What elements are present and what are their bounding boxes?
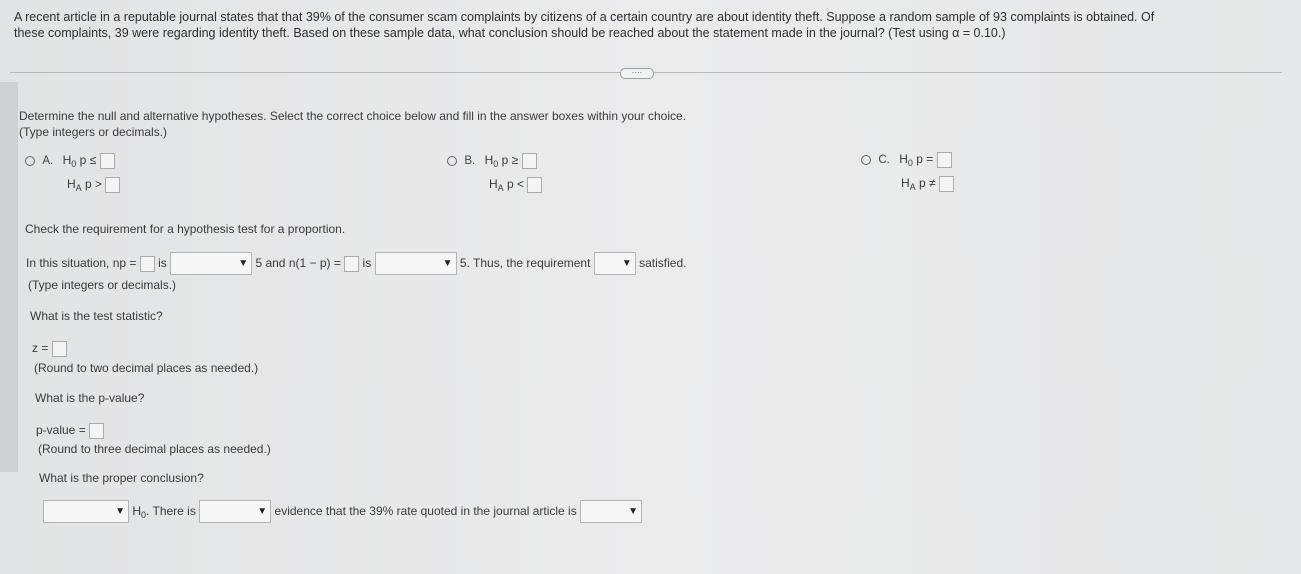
choice-c-ha-relation: p ≠ — [919, 176, 936, 190]
evidence-dropdown[interactable] — [199, 500, 271, 523]
z-label: z = — [32, 341, 49, 356]
pvalue-hint: (Round to three decimal places as needed.) — [38, 442, 271, 456]
choice-c[interactable] — [861, 148, 954, 196]
reject-dropdown[interactable] — [43, 500, 129, 523]
evidence-label: evidence that the 39% rate quoted in the journal article is — [274, 504, 577, 518]
rate-dropdown[interactable] — [580, 500, 642, 523]
radio-c[interactable] — [861, 155, 871, 165]
choice-b-h0-relation: p ≥ — [501, 153, 519, 167]
requirement-row — [26, 252, 686, 275]
nq-comparison-dropdown[interactable] — [375, 252, 457, 275]
h0-sub: 0 — [141, 510, 147, 520]
pvalue-row — [36, 423, 104, 439]
h0-symbol — [899, 152, 913, 166]
h0-label: H — [899, 152, 908, 166]
ha-label: H — [67, 177, 76, 191]
chevron-down-icon: ▼ — [628, 506, 639, 518]
chevron-down-icon: ▼ — [257, 506, 268, 518]
requirement-thus: 5. Thus, the requirement — [459, 256, 591, 270]
h0-symbol — [63, 153, 77, 167]
ha-symbol — [901, 176, 916, 190]
h0-sub: 0 — [907, 158, 913, 168]
requirement-start: In this situation, np = — [26, 256, 137, 270]
h0-symbol — [485, 153, 499, 167]
chevron-down-icon: ▼ — [238, 258, 249, 270]
choice-a[interactable] — [25, 149, 120, 197]
requirement-mid: 5 and n(1 − p) = — [255, 256, 341, 270]
choice-c-ha-input[interactable] — [939, 176, 954, 192]
pvalue-input[interactable] — [89, 423, 104, 439]
radio-b[interactable] — [447, 156, 457, 166]
choice-c-h0-relation: p = — [916, 152, 934, 166]
ha-symbol — [489, 177, 504, 191]
ha-sub: A — [909, 182, 916, 192]
there-is-label: . There is — [146, 504, 196, 518]
requirement-hint: (Type integers or decimals.) — [28, 278, 177, 292]
choice-a-h0-input[interactable] — [100, 153, 115, 169]
ha-sub: A — [497, 183, 504, 193]
choice-b-ha-input[interactable] — [527, 177, 542, 193]
h0-label: H — [132, 504, 142, 518]
question-line-2: these complaints, 39 were regarding identity theft. Based on these sample data, what conclusion should be reached about the statement made in the journal? (Test using α = 0.10.) — [14, 26, 1006, 40]
choice-a-h0-relation: p ≤ — [79, 153, 97, 167]
h0-sub: 0 — [71, 159, 77, 169]
pvalue-label: p-value = — [36, 423, 86, 438]
z-input[interactable] — [52, 341, 67, 357]
np-input[interactable] — [140, 256, 155, 272]
choice-a-ha-input[interactable] — [105, 177, 120, 193]
ellipsis-icon[interactable]: ···· — [620, 68, 654, 79]
chevron-down-icon: ▼ — [621, 258, 632, 270]
statistic-prompt: What is the test statistic? — [30, 309, 163, 323]
hypotheses-hint: (Type integers or decimals.) — [19, 125, 168, 139]
requirement-prompt: Check the requirement for a hypothesis test for a proportion. — [25, 222, 346, 236]
chevron-down-icon: ▼ — [115, 506, 125, 518]
h0-sub: 0 — [493, 159, 499, 169]
choice-c-h0-input[interactable] — [937, 152, 952, 168]
ha-label: H — [489, 177, 498, 191]
question-text — [14, 9, 1284, 41]
left-scroll-track — [0, 82, 18, 472]
choice-b-h0-input[interactable] — [522, 153, 537, 169]
choice-b-ha-relation: p < — [507, 177, 525, 191]
statistic-row — [32, 341, 67, 357]
choice-c-letter: C. — [878, 154, 890, 166]
choice-a-letter: A. — [42, 155, 54, 167]
choice-a-ha-relation: p > — [85, 177, 103, 191]
ha-sub: A — [75, 183, 82, 193]
requirement-end: satisfied. — [639, 256, 687, 270]
is-label-2: is — [362, 256, 372, 270]
ha-symbol — [67, 177, 82, 191]
pvalue-prompt: What is the p-value? — [35, 391, 145, 405]
ha-label: H — [901, 176, 910, 190]
is-label-1: is — [158, 256, 167, 270]
question-line-1: A recent article in a reputable journal states that that 39% of the consumer scam complaints by citizens of a certain country are about identity theft. Suppose a random sample of 93 complaints is obtained. Of — [14, 10, 1155, 24]
conclusion-row — [43, 499, 642, 527]
h0-symbol — [132, 504, 146, 518]
conclusion-prompt: What is the proper conclusion? — [39, 471, 204, 485]
statistic-hint: (Round to two decimal places as needed.) — [34, 361, 259, 375]
radio-a[interactable] — [25, 156, 35, 166]
np-comparison-dropdown[interactable] — [170, 252, 252, 275]
choice-b-letter: B. — [464, 155, 476, 167]
h0-label: H — [484, 153, 494, 167]
choice-b[interactable] — [447, 149, 542, 197]
requirement-dropdown[interactable] — [594, 252, 636, 275]
hypotheses-prompt: Determine the null and alternative hypotheses. Select the correct choice below and fill in the answer boxes within your choice. — [19, 109, 687, 123]
chevron-down-icon: ▼ — [442, 258, 453, 270]
nq-input[interactable] — [344, 256, 359, 272]
h0-label: H — [62, 153, 72, 167]
